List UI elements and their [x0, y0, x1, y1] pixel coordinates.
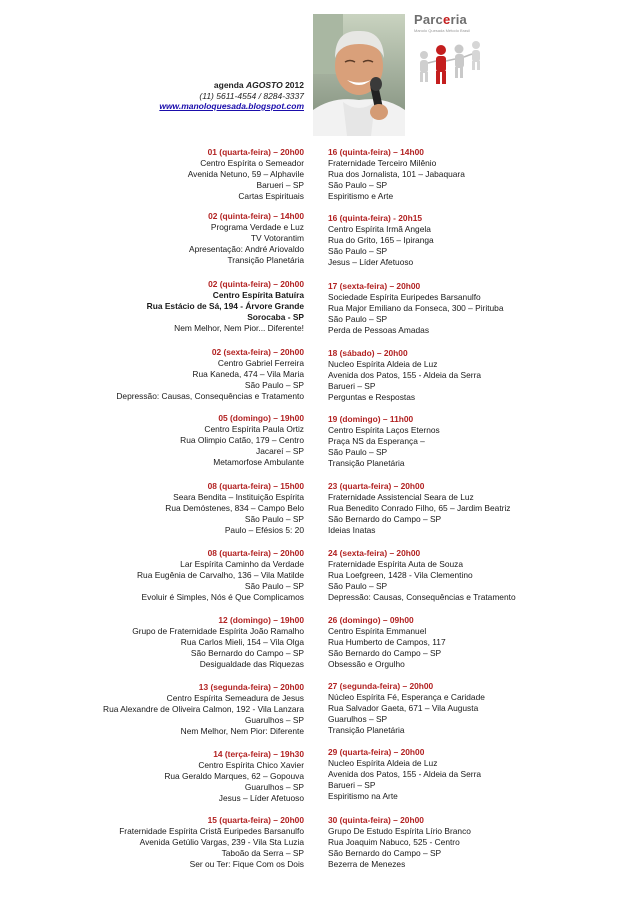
event-topic: Desigualdade das Riquezas	[199, 658, 304, 669]
event-item	[34, 615, 304, 670]
event-city: Taboão da Serra – SP	[221, 847, 304, 858]
blog-link[interactable]: www.manoloquesada.blogspot.com	[159, 101, 304, 111]
event-item	[34, 347, 304, 402]
event-date: 08 (quarta-feira) – 15h00	[207, 481, 304, 491]
event-venue: Centro Espírita Chico Xavier	[198, 759, 304, 770]
event-address: Rua Olimpio Catão, 179 – Centro	[180, 434, 304, 445]
event-city: Barueri – SP	[256, 179, 304, 190]
event-address: Rua Major Emiliano da Fonseca, 300 – Pirituba	[328, 302, 504, 313]
event-item	[328, 548, 623, 603]
event-topic: Depressão: Causas, Consequências e Tratamento	[116, 390, 304, 401]
event-date: 29 (quarta-feira) – 20h00	[328, 747, 425, 757]
event-city: São Paulo – SP	[328, 313, 388, 324]
event-address: Rua Eugênia de Carvalho, 136 – Vila Matilde	[137, 569, 304, 580]
event-city: Guarulhos – SP	[328, 713, 388, 724]
event-item	[328, 815, 623, 870]
event-venue: Sociedade Espírita Euripedes Barsanulfo	[328, 291, 481, 302]
event-item	[34, 815, 304, 870]
event-city: Barueri – SP	[328, 779, 376, 790]
event-topic: Nem Melhor, Nem Pior... Diferente!	[174, 322, 304, 333]
event-topic: Evoluir é Simples, Nós é Que Complicamos	[141, 591, 304, 602]
event-item	[328, 348, 623, 403]
event-topic: Cartas Espirituais	[238, 190, 304, 201]
event-date: 15 (quarta-feira) – 20h00	[207, 815, 304, 825]
event-item	[34, 682, 304, 737]
event-city: São Paulo – SP	[244, 379, 304, 390]
event-city: São Bernardo do Campo – SP	[190, 647, 304, 658]
event-item	[34, 413, 304, 468]
event-venue: Centro Espírita o Semeador	[200, 157, 304, 168]
event-item	[34, 279, 304, 334]
event-date: 02 (quinta-feira) – 14h00	[208, 211, 304, 221]
event-city: Jacareí – SP	[256, 445, 304, 456]
event-address: Rua Humberto de Campos, 117	[328, 636, 446, 647]
event-venue: Centro Espírita Paula Ortiz	[204, 423, 304, 434]
parceria-wordmark: Parceria	[414, 12, 467, 27]
event-address: Rua Salvador Gaeta, 671 – Vila Augusta	[328, 702, 479, 713]
event-address: Avenida dos Patos, 155 - Aldeia da Serra	[328, 768, 482, 779]
event-venue: Centro Espírita Emmanuel	[328, 625, 427, 636]
event-address: Rua do Grito, 165 – Ipiranga	[328, 234, 434, 245]
event-address: Rua Loefgreen, 1428 - Vila Clementino	[328, 569, 473, 580]
event-topic: Transição Planetária	[328, 457, 405, 468]
event-address: Rua Benedito Conrado Filho, 65 – Jardim Beatriz	[328, 502, 511, 513]
event-item	[328, 281, 623, 336]
event-city: São Paulo – SP	[328, 245, 388, 256]
event-item	[328, 615, 623, 670]
event-date: 12 (domingo) – 19h00	[218, 615, 304, 625]
event-item	[34, 211, 304, 266]
event-venue: Fraternidade Espírita Auta de Souza	[328, 558, 464, 569]
agenda-title: agenda AGOSTO 2012	[213, 80, 304, 90]
event-topic: Transição Planetária	[227, 254, 304, 265]
event-address: Rua Kaneda, 474 – Vila Maria	[192, 368, 304, 379]
event-date: 27 (segunda-feira) – 20h00	[328, 681, 434, 691]
event-date: 14 (terça-feira) – 19h30	[213, 749, 304, 759]
event-item	[328, 481, 623, 536]
event-date: 26 (domingo) – 09h00	[328, 615, 414, 625]
event-topic: Ideias Inatas	[328, 524, 376, 535]
event-city: Guarulhos – SP	[244, 781, 304, 792]
event-venue: Núcleo Espírita Fé, Esperança e Caridade	[328, 691, 485, 702]
event-date: 16 (quinta-feira) - 20h15	[328, 213, 423, 223]
event-venue: Centro Gabriel Ferreira	[217, 357, 304, 368]
event-item	[328, 414, 623, 469]
event-date: 18 (sábado) – 20h00	[328, 348, 408, 358]
event-date: 17 (sexta-feira) – 20h00	[328, 281, 421, 291]
event-city: São Paulo – SP	[328, 580, 388, 591]
event-city: Barueri – SP	[328, 380, 376, 391]
event-address: Rua Estácio de Sá, 194 - Árvore Grande	[146, 300, 304, 311]
event-venue: Fraternidade Espírita Cristã Euripedes Barsanulfo	[119, 825, 304, 836]
event-venue: Programa Verdade e Luz	[210, 221, 304, 232]
event-city: São Paulo – SP	[244, 513, 304, 524]
event-address: Avenida dos Patos, 155 - Aldeia da Serra	[328, 369, 482, 380]
event-address: Rua Carlos Mieli, 154 – Vila Olga	[180, 636, 304, 647]
event-address: Rua Joaquim Nabuco, 525 - Centro	[328, 836, 460, 847]
event-venue: Grupo De Estudo Espírita Lírio Branco	[328, 825, 471, 836]
event-date: 08 (quarta-feira) – 20h00	[207, 548, 304, 558]
event-date: 19 (domingo) – 11h00	[328, 414, 414, 424]
event-venue: Centro Espírita Irmã Angela	[328, 223, 431, 234]
event-address: Rua dos Jornalista, 101 – Jabaquara	[328, 168, 465, 179]
event-date: 30 (quinta-feira) – 20h00	[328, 815, 424, 825]
event-topic: Jesus – Líder Afetuoso	[218, 792, 304, 803]
event-topic: Perguntas e Respostas	[328, 391, 416, 402]
event-date: 02 (sexta-feira) – 20h00	[211, 347, 304, 357]
event-topic: Espiritismo e Arte	[328, 190, 394, 201]
event-venue: Nucleo Espírita Aldeia de Luz	[328, 757, 438, 768]
header-block	[159, 80, 304, 112]
event-venue: Fraternidade Assistencial Seara de Luz	[328, 491, 474, 502]
event-item	[328, 213, 623, 268]
event-topic: Nem Melhor, Nem Pior: Diferente	[180, 725, 304, 736]
event-venue: Centro Espírita Laços Eternos	[328, 424, 440, 435]
event-topic: Depressão: Causas, Consequências e Tratamento	[328, 591, 516, 602]
event-city: Apresentação: André Ariovaldo	[189, 243, 304, 254]
event-venue: Lar Espírita Caminho da Verdade	[180, 558, 304, 569]
event-item	[328, 147, 623, 202]
event-item	[34, 147, 304, 202]
event-venue: Grupo de Fraternidade Espírita João Ramalho	[132, 625, 304, 636]
event-venue: Fraternidade Terceiro Milênio	[328, 157, 437, 168]
event-city: São Paulo – SP	[328, 446, 388, 457]
event-date: 02 (quinta-feira) – 20h00	[208, 279, 304, 289]
event-address: TV Votorantim	[250, 232, 304, 243]
people-figures-icon	[414, 33, 488, 93]
event-date: 24 (sexta-feira) – 20h00	[328, 548, 421, 558]
event-topic: Bezerra de Menezes	[328, 858, 406, 869]
event-date: 13 (segunda-feira) – 20h00	[198, 682, 304, 692]
event-topic: Espiritismo na Arte	[328, 790, 398, 801]
parceria-logo	[414, 12, 488, 98]
event-address: Rua Alexandre de Oliveira Calmon, 192 - Vila Lanzara	[103, 703, 304, 714]
event-date: 16 (quinta-feira) – 14h00	[328, 147, 424, 157]
event-city: São Paulo – SP	[244, 580, 304, 591]
event-city: São Bernardo do Campo – SP	[328, 513, 442, 524]
event-address: Rua Geraldo Marques, 62 – Gopouva	[164, 770, 304, 781]
event-item	[34, 481, 304, 536]
event-venue: Centro Espírita Batuíra	[212, 289, 304, 300]
event-topic: Transição Planetária	[328, 724, 405, 735]
event-address: Avenida Netuno, 59 – Alphavile	[187, 168, 304, 179]
event-date: 05 (domingo) – 19h00	[218, 413, 304, 423]
event-venue: Centro Espírita Semeadura de Jesus	[166, 692, 304, 703]
event-city: São Bernardo do Campo – SP	[328, 847, 442, 858]
event-address: Avenida Getúlio Vargas, 239 - Vila Sta Luzia	[139, 836, 304, 847]
event-topic: Obsessão e Orgulho	[328, 658, 405, 669]
event-venue: Nucleo Espírita Aldeia de Luz	[328, 358, 438, 369]
event-item	[328, 747, 623, 802]
event-city: Sorocaba - SP	[247, 311, 304, 322]
event-item	[328, 681, 623, 736]
speaker-photo	[313, 14, 405, 136]
event-topic: Jesus – Líder Afetuoso	[328, 256, 414, 267]
event-topic: Metamorfose Ambulante	[213, 456, 304, 467]
event-item	[34, 749, 304, 804]
event-date: 01 (quarta-feira) – 20h00	[207, 147, 304, 157]
event-city: Guarulhos – SP	[244, 714, 304, 725]
event-topic: Perda de Pessoas Amadas	[328, 324, 430, 335]
event-city: São Paulo – SP	[328, 179, 388, 190]
parceria-tagline: Manolo Quesada Método Brasil	[414, 28, 471, 33]
event-topic: Ser ou Ter: Fique Com os Dois	[189, 858, 304, 869]
event-item	[34, 548, 304, 603]
phone-number: (11) 5611-4554 / 8284-3337	[199, 90, 304, 101]
event-city: São Bernardo do Campo – SP	[328, 647, 442, 658]
event-address: Rua Demóstenes, 834 – Campo Belo	[165, 502, 304, 513]
event-date: 23 (quarta-feira) – 20h00	[328, 481, 425, 491]
event-topic: Paulo – Efésios 5: 20	[224, 524, 304, 535]
event-venue: Seara Bendita – Instituição Espírita	[173, 491, 304, 502]
event-address: Praça NS da Esperança –	[328, 435, 425, 446]
